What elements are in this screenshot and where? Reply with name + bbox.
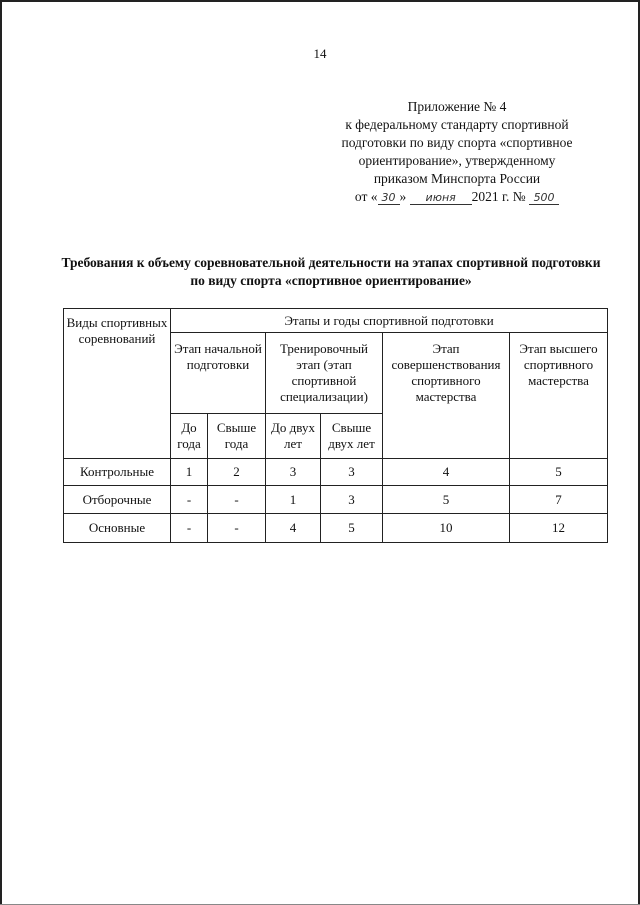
table-cell: 2 — [208, 459, 266, 486]
table-cell: 3 — [266, 459, 321, 486]
appendix-line: подготовки по виду спорта «спортивное — [341, 135, 573, 150]
table-row — [64, 514, 608, 543]
table-cell: 5 — [321, 514, 383, 543]
table-cell: 3 — [321, 486, 383, 514]
header-stage-higher: Этап высшего спортивного мастерства — [510, 333, 608, 459]
table-cell: - — [171, 486, 208, 514]
table-cell: 10 — [383, 514, 510, 543]
table-cell: 1 — [266, 486, 321, 514]
header-competition-types: Виды спортивных соревнований — [64, 309, 171, 459]
requirements-table — [63, 308, 608, 543]
table-row — [64, 459, 608, 486]
table-cell: - — [208, 514, 266, 543]
table-cell: - — [208, 486, 266, 514]
table-cell: 4 — [383, 459, 510, 486]
handwritten-month: июня — [410, 191, 472, 205]
table-row — [64, 486, 608, 514]
subheader-up-to-year: До года — [171, 414, 208, 459]
date-mid: » — [399, 189, 407, 204]
subheader-over-two-years: Свыше двух лет — [321, 414, 383, 459]
table-cell: 5 — [510, 459, 608, 486]
handwritten-day: 30 — [378, 191, 400, 205]
table-heading: Требования к объему соревновательной деятельности на этапах спортивной подготовки по виду спорта «спортивное ориентирование» — [61, 255, 601, 288]
appendix-line: приказом Минспорта России — [373, 171, 541, 186]
header-stage-improvement: Этап совершенствования спортивного мастерства — [383, 333, 510, 459]
page-border-top — [0, 0, 640, 2]
row-label: Основные — [64, 514, 171, 543]
page-number: 14 — [313, 46, 327, 61]
table-cell: 5 — [383, 486, 510, 514]
date-year: 2021 г. № — [471, 189, 526, 204]
appendix-line: ориентирование», утвержденному — [358, 153, 556, 168]
appendix-block — [318, 98, 596, 206]
header-stages-years: Этапы и годы спортивной подготовки — [171, 309, 608, 333]
table-cell: 1 — [171, 459, 208, 486]
handwritten-order-number: 500 — [529, 191, 559, 205]
table-cell: 12 — [510, 514, 608, 543]
row-label: Контрольные — [64, 459, 171, 486]
page-border-left — [0, 0, 2, 905]
appendix-date-line — [318, 188, 596, 206]
subheader-up-to-two-years: До двух лет — [266, 414, 321, 459]
subheader-over-year: Свыше года — [208, 414, 266, 459]
table-cell: 7 — [510, 486, 608, 514]
header-stage-training: Тренировочный этап (этап спортивной специализации) — [266, 333, 383, 414]
row-label: Отборочные — [64, 486, 171, 514]
table-cell: 3 — [321, 459, 383, 486]
date-prefix: от « — [354, 189, 378, 204]
header-stage-initial: Этап начальной подготовки — [171, 333, 266, 414]
table-cell: 4 — [266, 514, 321, 543]
appendix-line: к федеральному стандарту спортивной — [345, 117, 569, 132]
table-cell: - — [171, 514, 208, 543]
appendix-line: Приложение № 4 — [407, 99, 507, 114]
